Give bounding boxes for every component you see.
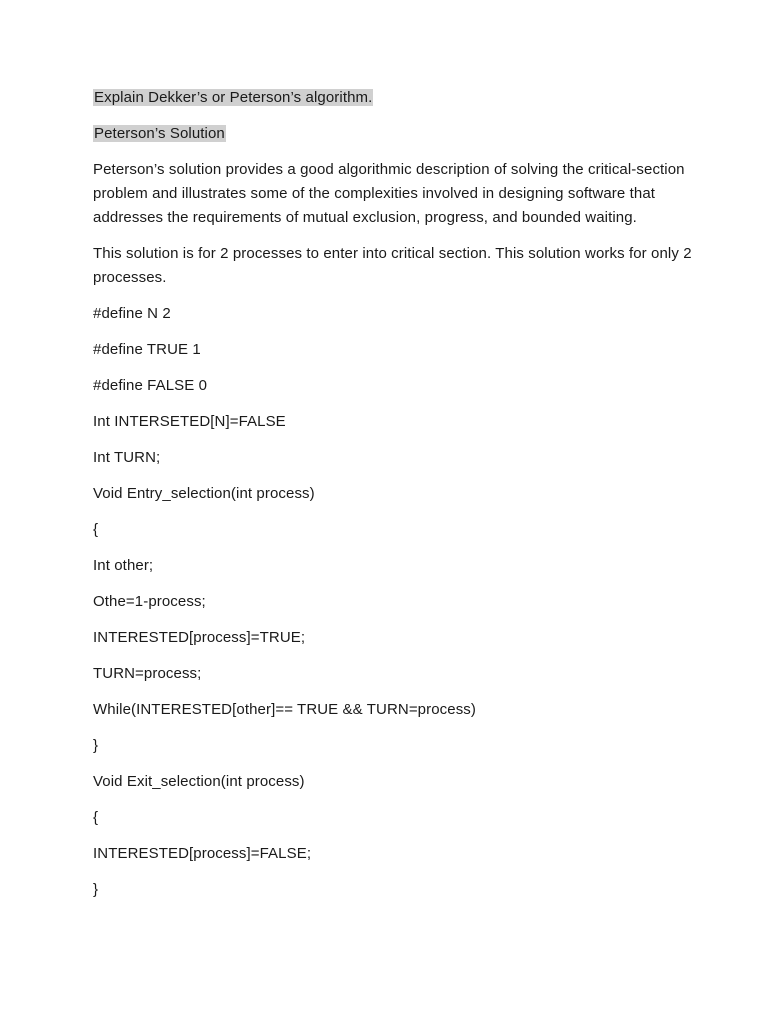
section-title-highlight: Peterson’s Solution	[94, 125, 225, 142]
code-line: #define TRUE 1	[93, 341, 201, 358]
section-title	[93, 122, 693, 146]
code-line: Int TURN;	[93, 449, 161, 466]
code-line: Int INTERSETED[N]=FALSE	[93, 413, 286, 430]
paragraph-scope: This solution is for 2 processes to enter into critical section. This solution works for only 2 processes.	[93, 245, 692, 286]
code-line: {	[93, 521, 99, 538]
code-line: Void Entry_selection(int process)	[93, 485, 315, 502]
question-heading	[93, 86, 693, 110]
code-line: INTERESTED[process]=FALSE;	[93, 845, 312, 862]
code-line: While(INTERESTED[other]== TRUE && TURN=process)	[93, 701, 476, 718]
document-page	[93, 86, 693, 914]
code-line: }	[93, 881, 99, 898]
code-line: Int other;	[93, 557, 154, 574]
code-line: Void Exit_selection(int process)	[93, 773, 305, 790]
code-line: TURN=process;	[93, 665, 202, 682]
code-line: INTERESTED[process]=TRUE;	[93, 629, 306, 646]
code-line: }	[93, 737, 99, 754]
code-line: Othe=1-process;	[93, 593, 206, 610]
question-highlight: Explain Dekker’s or Peterson’s algorithm.	[94, 89, 373, 106]
code-line: {	[93, 809, 99, 826]
code-block	[93, 302, 693, 902]
code-line: #define N 2	[93, 305, 171, 322]
paragraph-intro: Peterson’s solution provides a good algorithmic description of solving the critical-section problem and illustrates some of the complexities involved in designing software that addresses the requirements of mutual exclusion, progress, and bounded waiting.	[93, 161, 685, 226]
code-line: #define FALSE 0	[93, 377, 208, 394]
